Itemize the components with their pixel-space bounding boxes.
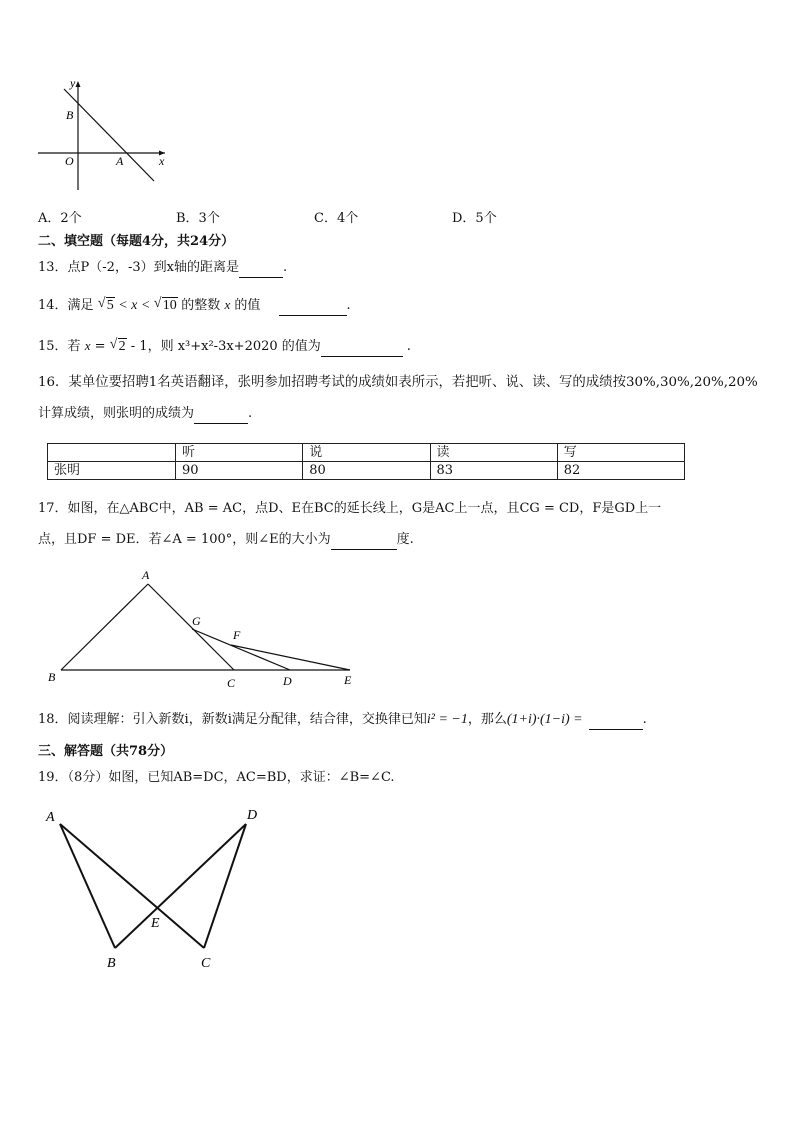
q15-prefix: 15．若: [38, 339, 81, 354]
q14-inequality: √ 5 < x < √ 10: [97, 296, 177, 313]
segment-fe: [231, 645, 350, 670]
q15-mid: - 1，则 x³+x²-3x+2020 的值为: [126, 339, 321, 354]
q18-formula-2: (1+i)·(1−i) =: [506, 712, 583, 727]
table-cell: 80: [303, 462, 430, 480]
question-17-line-1: 17．如图，在△ABC中，AB = AC，点D、E在BC的延长线上，G是AC上一点，且CG = CD，F是GD上一: [38, 501, 662, 516]
q14-suffix: 的值: [234, 298, 261, 313]
header-cell: [48, 444, 176, 462]
question-17-line-2: 点，且DF = DE．若∠A = 100°，则∠E的大小为 度.: [38, 531, 414, 550]
q16-blank[interactable]: [194, 405, 248, 424]
sqrt-10: √ 10: [153, 296, 177, 313]
option-a: A．2个: [38, 211, 82, 226]
section-2-title: 二、填空题（每题4分，共24分）: [38, 234, 235, 249]
question-19: 19．（8分）如图，已知AB=DC，AC=BD，求证：∠B=∠C.: [38, 770, 395, 785]
header-cell: 说: [303, 444, 430, 462]
label-y: y: [70, 76, 76, 90]
header-cell: 听: [176, 444, 303, 462]
q19-figure: [40, 800, 270, 975]
label-a: A: [142, 568, 150, 582]
label-a: A: [116, 154, 124, 168]
label-a: A: [46, 810, 55, 825]
table-cell: 90: [176, 462, 303, 480]
q17-blank[interactable]: [331, 531, 397, 550]
header-cell: 读: [430, 444, 557, 462]
q15-var: x: [84, 338, 91, 353]
q15-end: .: [406, 339, 411, 354]
label-e: E: [344, 673, 352, 687]
question-15: [38, 337, 411, 357]
question-16-line-2: 计算成绩，则张明的成绩为 .: [38, 405, 252, 424]
section-3-title: 三、解答题（共78分）: [38, 744, 174, 759]
table-row: [48, 462, 685, 480]
table-cell: 83: [430, 462, 557, 480]
label-c: C: [227, 676, 236, 690]
sqrt-2: √ 2: [109, 337, 126, 354]
segment-ac: [60, 824, 204, 948]
label-b: B: [48, 670, 56, 684]
q14-mid: 的整数: [181, 298, 221, 313]
label-b: B: [107, 956, 116, 971]
q15-eq: =: [90, 339, 110, 354]
q13-text: 13．点P（-2，-3）到x轴的距离是: [38, 260, 239, 275]
table-header-row: [48, 444, 685, 462]
question-18: 18．阅读理解：引入新数i，新数i满足分配律，结合律，交换律已知i² = −1，那么(1+i)·(1−i) = .: [38, 711, 647, 730]
label-x: x: [159, 154, 165, 168]
label-d: D: [247, 808, 258, 823]
segment-ac: [148, 584, 234, 670]
q15-blank[interactable]: [321, 338, 403, 357]
option-b: B．3个: [176, 211, 220, 226]
q17-figure: [40, 565, 370, 690]
q12-figure: [30, 75, 180, 190]
segment-db: [115, 824, 246, 948]
table-cell: 82: [557, 462, 684, 480]
sqrt-5: √ 5: [97, 296, 114, 313]
q14-blank[interactable]: [279, 297, 347, 316]
q13-blank[interactable]: [239, 259, 283, 278]
y-axis-arrow: [76, 81, 81, 87]
q13-end: .: [282, 260, 288, 275]
label-f: F: [233, 628, 241, 642]
score-table: [47, 443, 685, 480]
q14-end: .: [346, 298, 351, 313]
segment-ab: [61, 584, 148, 670]
header-cell: 写: [557, 444, 684, 462]
label-e: E: [151, 916, 160, 931]
q18-formula-1: i² = −1: [426, 712, 468, 727]
q18-blank[interactable]: [589, 711, 643, 730]
option-d: D．5个: [452, 211, 497, 226]
label-d: D: [283, 674, 292, 688]
segment-gd: [192, 629, 290, 670]
q14-var: x: [224, 297, 231, 312]
label-o: O: [65, 154, 74, 168]
q14-prefix: 14．满足: [38, 298, 94, 313]
option-c: C．4个: [314, 211, 359, 226]
label-g: G: [192, 614, 201, 628]
question-16-line-1: 16．某单位要招聘1名英语翻译，张明参加招聘考试的成绩如表所示，若把听、说、读、写的成绩按30%,30%,20%,20%: [38, 375, 758, 390]
question-13: [38, 259, 287, 278]
question-14: [38, 296, 351, 316]
label-c: C: [201, 956, 211, 971]
label-b: B: [66, 108, 74, 122]
segment-ab: [60, 824, 115, 948]
table-cell: 张明: [48, 462, 176, 480]
